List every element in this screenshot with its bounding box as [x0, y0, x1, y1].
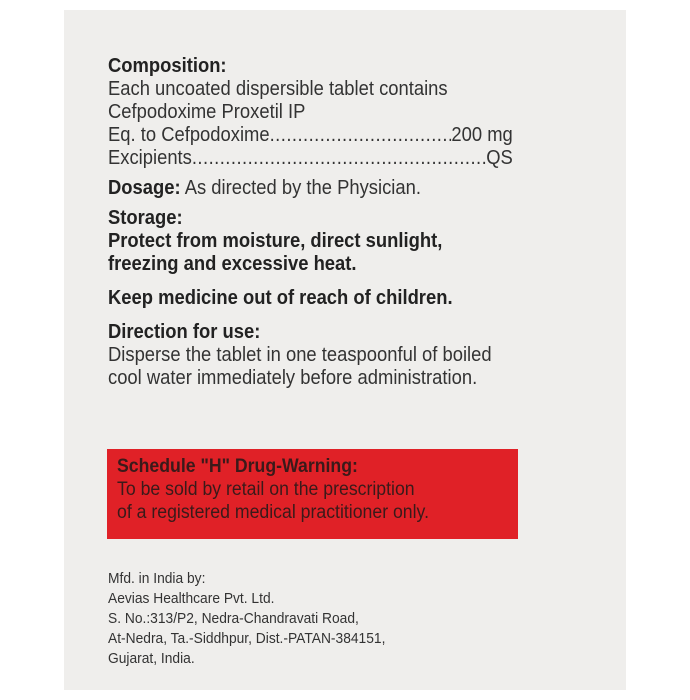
composition-line-2: Cefpodoxime Proxetil IP — [108, 101, 306, 123]
composition-excipients-row — [108, 147, 513, 170]
manufacturer-address-1: S. No.:313/P2, Nedra-Chandravati Road, — [108, 610, 359, 627]
storage-heading: Storage: — [108, 207, 183, 229]
manufacturer-address-3: Gujarat, India. — [108, 650, 195, 667]
excipients-leader-dots — [192, 147, 486, 170]
direction-heading: Direction for use: — [108, 321, 261, 343]
direction-line-2: cool water immediately before administration. — [108, 367, 478, 389]
eq-value: 200 mg — [451, 124, 513, 146]
composition-line-1: Each uncoated dispersible tablet contains — [108, 78, 448, 100]
manufacturer-block — [108, 569, 476, 669]
storage-line-1: Protect from moisture, direct sunlight, — [108, 230, 443, 252]
manufacturer-line-1: Mfd. in India by: — [108, 570, 206, 587]
eq-label: Eq. to Cefpodoxime — [108, 124, 270, 146]
warning-line-2: of a registered medical practitioner only. — [117, 502, 430, 523]
manufacturer-address-2: At-Nedra, Ta.-Siddhpur, Dist.-PATAN-384151, — [108, 630, 386, 647]
dosage-text: As directed by the Physician. — [180, 177, 421, 199]
eq-leader-dots — [270, 124, 452, 147]
manufacturer-name: Aevias Healthcare Pvt. Ltd. — [108, 590, 275, 607]
storage-line-2: freezing and excessive heat. — [108, 253, 357, 275]
excipients-label: Excipients — [108, 147, 192, 169]
keep-out-of-reach: Keep medicine out of reach of children. — [108, 287, 453, 309]
schedule-h-warning-box — [107, 449, 518, 539]
warning-line-1: To be sold by retail on the prescription — [117, 479, 415, 500]
composition-eq-row — [108, 124, 513, 147]
label-content — [108, 55, 513, 390]
dosage-line — [108, 177, 513, 200]
dosage-label: Dosage: — [108, 177, 181, 199]
excipients-value: QS — [486, 147, 513, 169]
composition-heading: Composition: — [108, 55, 227, 77]
warning-title: Schedule "H" Drug-Warning: — [117, 456, 358, 477]
direction-line-1: Disperse the tablet in one teaspoonful of boiled — [108, 344, 492, 366]
